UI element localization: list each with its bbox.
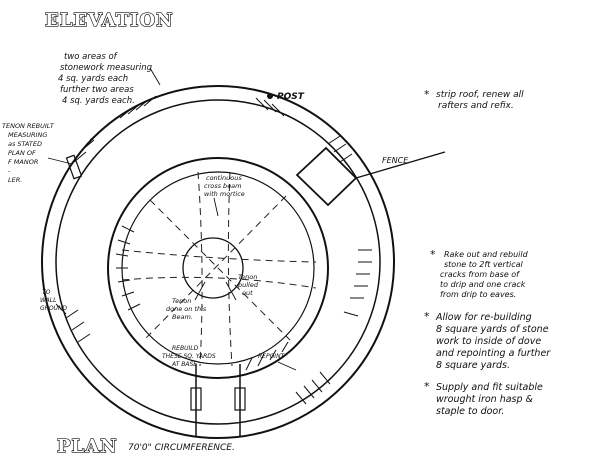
spec-line: Rake out and rebuild — [444, 250, 528, 259]
wall-note-line: TO — [42, 289, 51, 296]
tenon-done-line: Beam. — [172, 313, 193, 321]
spec-line: strip roof, renew all — [436, 90, 524, 100]
stonework-note-line: 4 sq. yards each — [58, 74, 129, 84]
spec-line: rafters and refix. — [438, 101, 514, 111]
spec-line: and repointing a further — [436, 348, 551, 359]
spec-line: staple to door. — [436, 406, 505, 417]
tenon-note — [2, 122, 55, 184]
entrance-passage — [191, 364, 245, 436]
tenon-note-line: as STATED — [8, 140, 42, 148]
spec-note-roof — [424, 88, 524, 111]
bullet-icon: * — [424, 88, 430, 101]
spec-line: 8 square yards. — [436, 360, 511, 371]
tenon-note-line: PLAN OF — [8, 149, 36, 157]
fence-label: FENCE — [382, 156, 409, 165]
post-marker — [267, 93, 273, 99]
spec-line: Allow for re-building — [436, 312, 532, 323]
spec-line: to drip and one crack — [440, 280, 526, 289]
rebuild-note — [162, 345, 216, 368]
spec-note-rebuild — [424, 310, 551, 371]
spec-line: cracks from base of — [440, 270, 519, 279]
spec-line: 8 square yards of stone — [436, 324, 549, 335]
tenon-done-note — [166, 297, 207, 321]
bullet-icon: * — [424, 380, 430, 393]
rebuild-line: AT BASE — [172, 361, 198, 368]
stonework-note-line: further two areas — [60, 85, 134, 95]
leader-lines — [48, 68, 296, 370]
wall-note — [40, 289, 67, 312]
stonework-note-line: two areas of — [64, 52, 117, 62]
stonework-note — [58, 52, 153, 106]
spec-notes — [424, 88, 551, 417]
spec-line: from drip to eaves. — [440, 290, 517, 299]
tenon-pulled-note — [237, 273, 259, 297]
cross-beam-line: cross beam — [204, 182, 242, 190]
spec-line: stone to 2ft vertical — [444, 260, 523, 269]
bullet-icon: * — [424, 310, 430, 323]
tenon-pulled-line: Tenon — [238, 273, 258, 281]
plan-title: PLAN — [57, 436, 118, 455]
spec-line: wrought iron hasp & — [436, 394, 533, 405]
tenon-note-line: - — [8, 167, 11, 175]
tenon-done-line: Tenon — [172, 297, 192, 305]
circumference-label: 70'0" CIRCUMFERENCE. — [128, 443, 235, 453]
cross-beam-line: with mortice — [204, 190, 245, 198]
stonework-note-line: stonework measuring — [60, 63, 153, 73]
centre-post — [183, 238, 243, 298]
spec-note-hasp — [424, 380, 543, 417]
tenon-note-line: MEASURING — [8, 131, 48, 139]
rebuild-line: REBUILD — [172, 345, 199, 352]
tenon-pulled-line: out — [242, 289, 253, 297]
stonework-note-line: 4 sq. yards each. — [62, 96, 135, 106]
outer-wall — [42, 86, 394, 438]
cross-beam-note — [204, 174, 245, 198]
repoint-label: REPOINT — [258, 353, 285, 360]
spec-line: Supply and fit suitable — [436, 382, 543, 393]
post-label: POST — [277, 92, 304, 102]
buttress — [297, 148, 356, 205]
wall-note-line: WALL — [40, 297, 57, 304]
rebuild-line: THESE SQ. YARDS — [162, 353, 216, 360]
tenon-note-line: TENON REBUILT — [2, 122, 54, 130]
tenon-done-line: done on this — [166, 305, 207, 313]
spec-note-cracks — [430, 248, 529, 299]
wall-note-line: GROUND — [40, 305, 68, 312]
spec-line: work to inside of dove — [436, 336, 542, 347]
elevation-title: ELEVATION — [45, 10, 174, 31]
cross-beam-line: continuous — [206, 174, 242, 182]
tenon-note-line: LER. — [8, 176, 23, 184]
tenon-pulled-line: pulled — [238, 281, 258, 289]
bullet-icon: * — [430, 248, 436, 261]
tenon-note-line: F MANOR — [8, 158, 39, 166]
